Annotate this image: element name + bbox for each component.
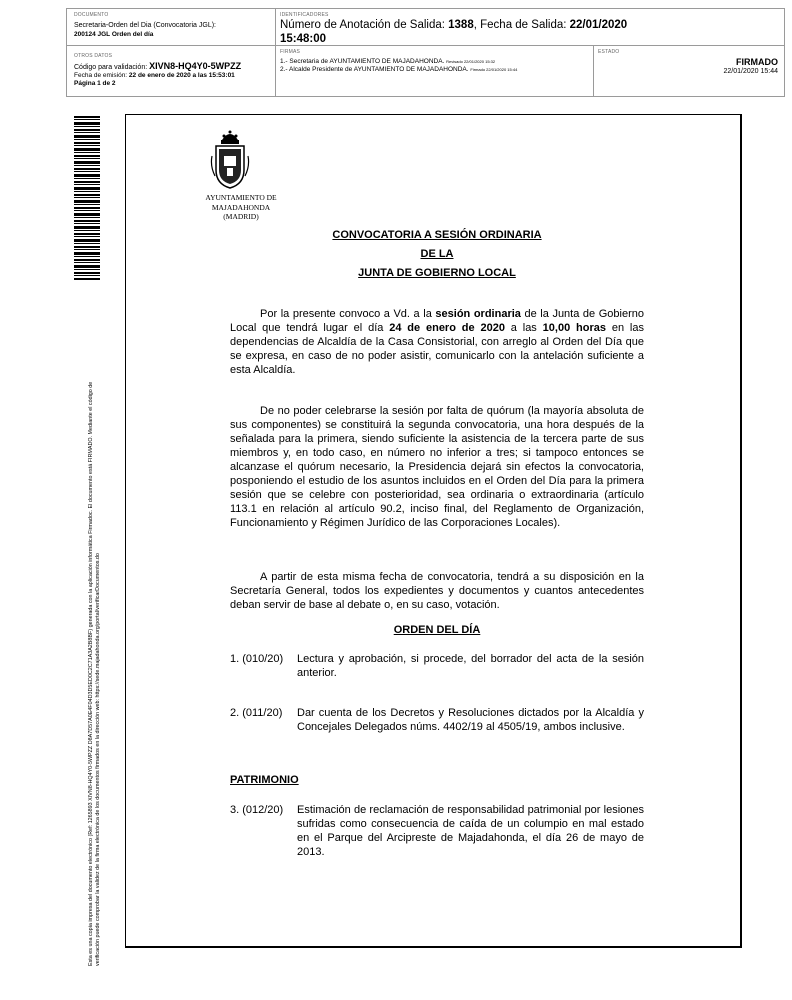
title-line-2: DE LA bbox=[420, 248, 454, 260]
identificadores-label: IDENTIFICADORES bbox=[280, 12, 329, 18]
emision-value: 22 de enero de 2020 a las 15:53:01 bbox=[128, 72, 235, 79]
p1-bold: 10,00 horas bbox=[542, 322, 606, 334]
barcode bbox=[74, 116, 100, 280]
item-text: Lectura y aprobación, si procede, del borrador del acta de la sesión anterior. bbox=[297, 653, 644, 679]
anotacion-hora: 15:48:00 bbox=[280, 33, 327, 45]
verification-sidebar bbox=[88, 296, 102, 966]
anotacion-num: 1388 bbox=[448, 19, 474, 31]
p1-text: a las bbox=[504, 322, 543, 334]
letterhead-line-1: AYUNTAMIENTO DE bbox=[205, 193, 277, 202]
letterhead-line-3: (MADRID) bbox=[223, 212, 259, 221]
anotacion-prefix: Número de Anotación de Salida: bbox=[280, 19, 449, 31]
anotacion-salida bbox=[280, 18, 700, 46]
document-header bbox=[66, 8, 785, 97]
estado-value: FIRMADO bbox=[736, 57, 778, 67]
paragraph-quorum: De no poder celebrarse la sesión por falta de quórum (la mayoría absoluta de sus componentes) se constituirá la segunda convocatoria, una hora después de la señalada para la primera, siendo suficiente la asistencia de la tercera parte de sus miembros y, en todo caso, en número no inferior a tres; si tampoco entonces se alcanzase el quórum necesario, la Presidencia dejará sin efectos la convocatoria, posponiendo el estudio de los asuntos incluidos en el Orden del Día para la primera sesión que se celebre con posterioridad, sea ordinaria o extraordinaria (artículo 113.1 en relación al artículo 90.2, inciso final, del Reglamento de Organización, Funcionamiento y Régimen Jurídico de las Corporaciones Locales). bbox=[230, 405, 644, 529]
p1-text: en las dependencias de Alcaldía de la Casa Consistorial, con arreglo al Orden del Día que se expresa, en caso de no poder asistir, comunicarlo con la antelación suficiente a esta Alcaldía. bbox=[230, 322, 644, 376]
item-number: 1. (010/20) bbox=[230, 653, 284, 665]
item-number: 3. (012/20) bbox=[230, 804, 284, 816]
p1-text: Por la presente convoco a Vd. a la bbox=[260, 308, 436, 320]
anotacion-fecha: 22/01/2020 bbox=[569, 19, 628, 31]
p1-bold: sesión ordinaria bbox=[435, 308, 521, 320]
p1-text: de la Junta de Gobierno Local que tendrá lugar el día bbox=[230, 308, 644, 334]
header-divider bbox=[275, 9, 276, 96]
otros-datos-label: OTROS DATOS bbox=[74, 53, 113, 59]
paragraph-disposicion: A partir de esta misma fecha de convocatoria, tendrá a su disposición en la Secretaría General, todos los expedientes y documentos y cuantos antecedentes deban servir de base al debate o, en su caso, votación. bbox=[230, 571, 644, 611]
item-text: Dar cuenta de los Decretos y Resoluciones dictados por la Alcaldía y Concejales Delegados núms. 4402/19 al 4505/19, ambos inclusive. bbox=[297, 707, 644, 733]
coat-of-arms-icon bbox=[210, 126, 250, 190]
firma-2 bbox=[280, 66, 517, 75]
anotacion-mid: , Fecha de Salida: bbox=[473, 19, 570, 31]
firma-2-date: Firmado 22/01/2020 15:44 bbox=[470, 67, 518, 72]
firma-2-text: 2.- Alcalde Presidente de AYUNTAMIENTO DE MAJADAHONDA. bbox=[280, 66, 469, 73]
codigo-value: XIVN8-HQ4Y0-5WPZZ bbox=[149, 61, 242, 71]
orden-del-dia-heading: ORDEN DEL DÍA bbox=[393, 624, 481, 636]
sidebar-line-2: verificación puede comprobar la validez de la firma electrónica de los documentos firmados en la dirección web: https://sede.majadahonda.org/portal/verificarDocumentos.do bbox=[95, 553, 101, 966]
paragraph-convocatoria bbox=[230, 307, 644, 377]
codigo-validacion bbox=[74, 62, 241, 73]
item-number: 2. (011/20) bbox=[230, 707, 283, 719]
documento-line1: Secretaria-Orden del Dia (Convocatoria JGL): bbox=[74, 22, 217, 29]
estado-fecha: 22/01/2020 15:44 bbox=[723, 68, 778, 75]
title-line-3: JUNTA DE GOBIERNO LOCAL bbox=[358, 267, 516, 279]
firmas-label: FIRMAS bbox=[280, 49, 301, 55]
pagina: Página 1 de 2 bbox=[74, 80, 116, 87]
firma-1-date: Revisado 22/01/2020 15:32 bbox=[446, 59, 496, 64]
title-line-1: CONVOCATORIA A SESIÓN ORDINARIA bbox=[332, 229, 542, 241]
codigo-label: Código para validación: bbox=[74, 64, 150, 71]
header-divider bbox=[593, 45, 594, 96]
p1-bold: 24 de enero de 2020 bbox=[389, 322, 505, 334]
documento-line2: 200124 JGL Orden del día bbox=[74, 31, 154, 38]
letterhead-line-2: MAJADAHONDA bbox=[211, 202, 271, 212]
section-patrimonio: PATRIMONIO bbox=[230, 774, 299, 786]
item-text: Estimación de reclamación de responsabilidad patrimonial por lesiones sufridas como consecuencia de caída de un columpio en mal estado en el Parque del Arcipreste de Majadahonda, el día 26 de mayo de 2013. bbox=[297, 804, 644, 858]
estado-label: ESTADO bbox=[598, 49, 620, 55]
firma-1-text: 1.- Secretaria de AYUNTAMIENTO DE MAJADAHONDA. bbox=[280, 58, 445, 65]
emision-label: Fecha de emisión: bbox=[74, 72, 129, 79]
letterhead bbox=[193, 193, 289, 222]
documento-label: DOCUMENTO bbox=[74, 12, 109, 18]
sidebar-line-1: Esta es una copia impresa del documento electrónico (Ref: 1265893 XIVN8-HQ4Y0-5WPZZ D8A7D57A0E4F04D3D5ED0C2C71A3A2B8BF) generada con la aplicación informática Firmadoc. El documento está FIRMADO. Mediante el código de bbox=[88, 381, 94, 966]
